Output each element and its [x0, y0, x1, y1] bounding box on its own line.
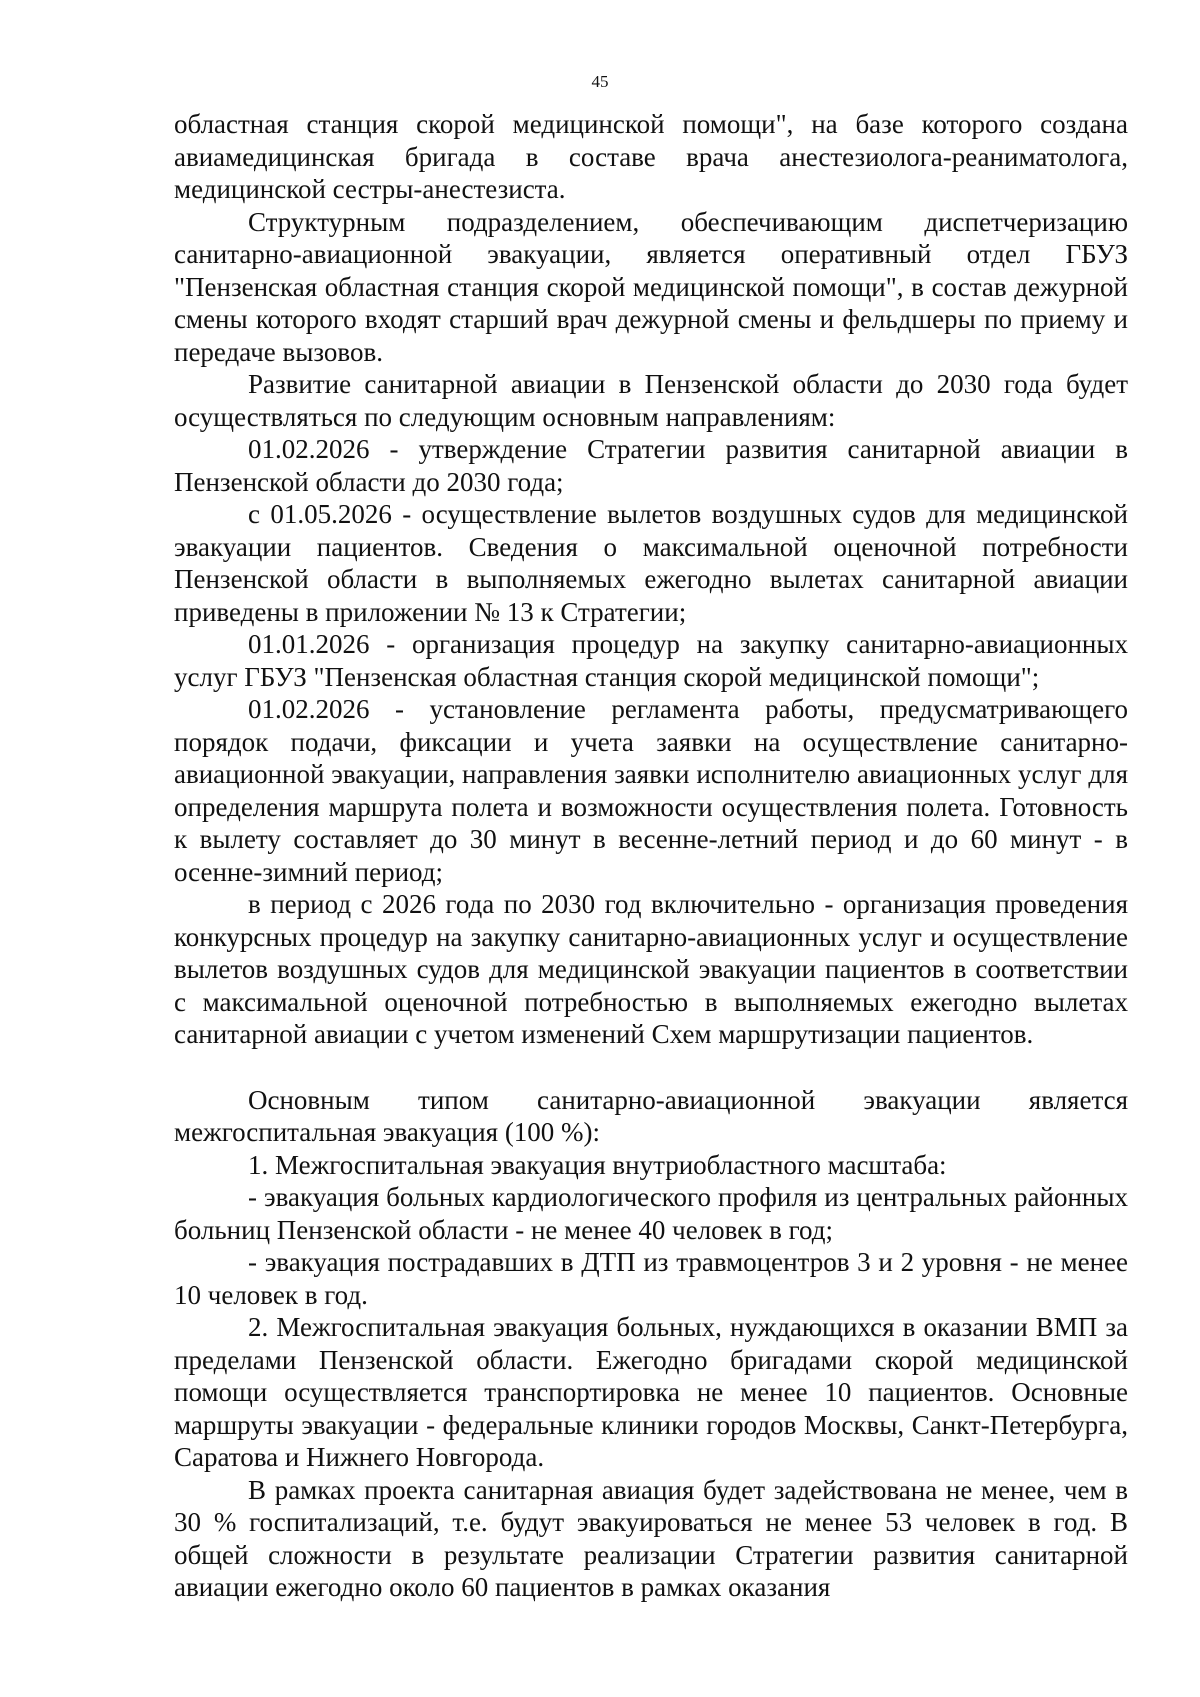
- paragraph-regulations: 01.02.2026 - установление регламента работы, предусматривающего порядок подачи, фиксации и учета заявки на осуществление санитарно-авиационной эвакуации, направления заявки исполнителю авиационных услуг для определения маршрута полета и возможности осуществления полета. Готовность к вылету составляет до 30 минут в весенне-летний период и до 60 минут - в осенне-зимний период;: [174, 694, 1128, 887]
- list-item-cardiology: - эвакуация больных кардиологического профиля из центральных районных больниц Пензенской области - не менее 40 человек в год;: [174, 1182, 1128, 1245]
- paragraph-flights-start: с 01.05.2026 - осуществление вылетов воздушных судов для медицинской эвакуации пациентов. Сведения о максимальной оценочной потребности Пензенской области в выполняемых ежегодно вылетах санитарной авиации приведены в приложении № 13 к Стратегии;: [174, 499, 1128, 627]
- list-item-hightech-care: 2. Межгоспитальная эвакуация больных, нуждающихся в оказании ВМП за пределами Пензенской области. Ежегодно бригадами скорой медицинской помощи осуществляется транспортировка не менее 10 пациентов. Основные маршруты эвакуации - федеральные клиники городов Москвы, Санкт-Петербурга, Саратова и Нижнего Новгорода.: [174, 1312, 1128, 1472]
- list-item-trauma: - эвакуация пострадавших в ДТП из травмоцентров 3 и 2 уровня - не менее 10 человек в год.: [174, 1247, 1128, 1310]
- paragraph-dispatch-unit: Структурным подразделением, обеспечивающим диспетчеризацию санитарно-авиационной эвакуации, является оперативный отдел ГБУЗ "Пензенская областная станция скорой медицинской помощи", в состав дежурной смены которого входят старший врач дежурной смены и фельдшеры по приему и передаче вызовов.: [174, 206, 1128, 367]
- paragraph-period-2026-2030: в период с 2026 года по 2030 год включительно - организация проведения конкурсных процедур на закупку санитарно-авиационных услуг и осуществление вылетов воздушных судов для медицинской эвакуации пациентов в соответствии с максимальной оценочной потребностью в выполняемых ежегодно вылетах санитарной авиации с учетом изменений Схем маршрутизации пациентов.: [174, 889, 1128, 1049]
- paragraph-gap: [174, 1051, 1128, 1084]
- paragraph-development-directions: Развитие санитарной авиации в Пензенской области до 2030 года будет осуществляться по следующим основным направлениям:: [174, 369, 1128, 432]
- page-number: 45: [591, 72, 609, 91]
- list-item-intraregional: 1. Межгоспитальная эвакуация внутриобластного масштаба:: [248, 1149, 947, 1180]
- paragraph-strategy-approval: 01.02.2026 - утверждение Стратегии развития санитарной авиации в Пензенской области до 2030 года;: [174, 434, 1128, 497]
- document-body: [174, 108, 1128, 1604]
- paragraph-brigade-composition: областная станция скорой медицинской помощи", на базе которого создана авиамедицинская бригада в составе врача анестезиолога-реаниматолога, медицинской сестры-анестезиста.: [174, 109, 1128, 204]
- paragraph-project-scope: В рамках проекта санитарная авиация будет задействована не менее, чем в 30 % госпитализаций, т.е. будут эвакуироваться не менее 53 человек в год. В общей сложности в результате реализации Стратегии развития санитарной авиации ежегодно около 60 пациентов в рамках оказания: [174, 1474, 1128, 1602]
- paragraph-procurement: 01.01.2026 - организация процедур на закупку санитарно-авиационных услуг ГБУЗ "Пензенская областная станция скорой медицинской помощи";: [174, 629, 1128, 692]
- paragraph-main-evacuation-type: Основным типом санитарно-авиационной эвакуации является межгоспитальная эвакуация (100 %):: [174, 1084, 1128, 1147]
